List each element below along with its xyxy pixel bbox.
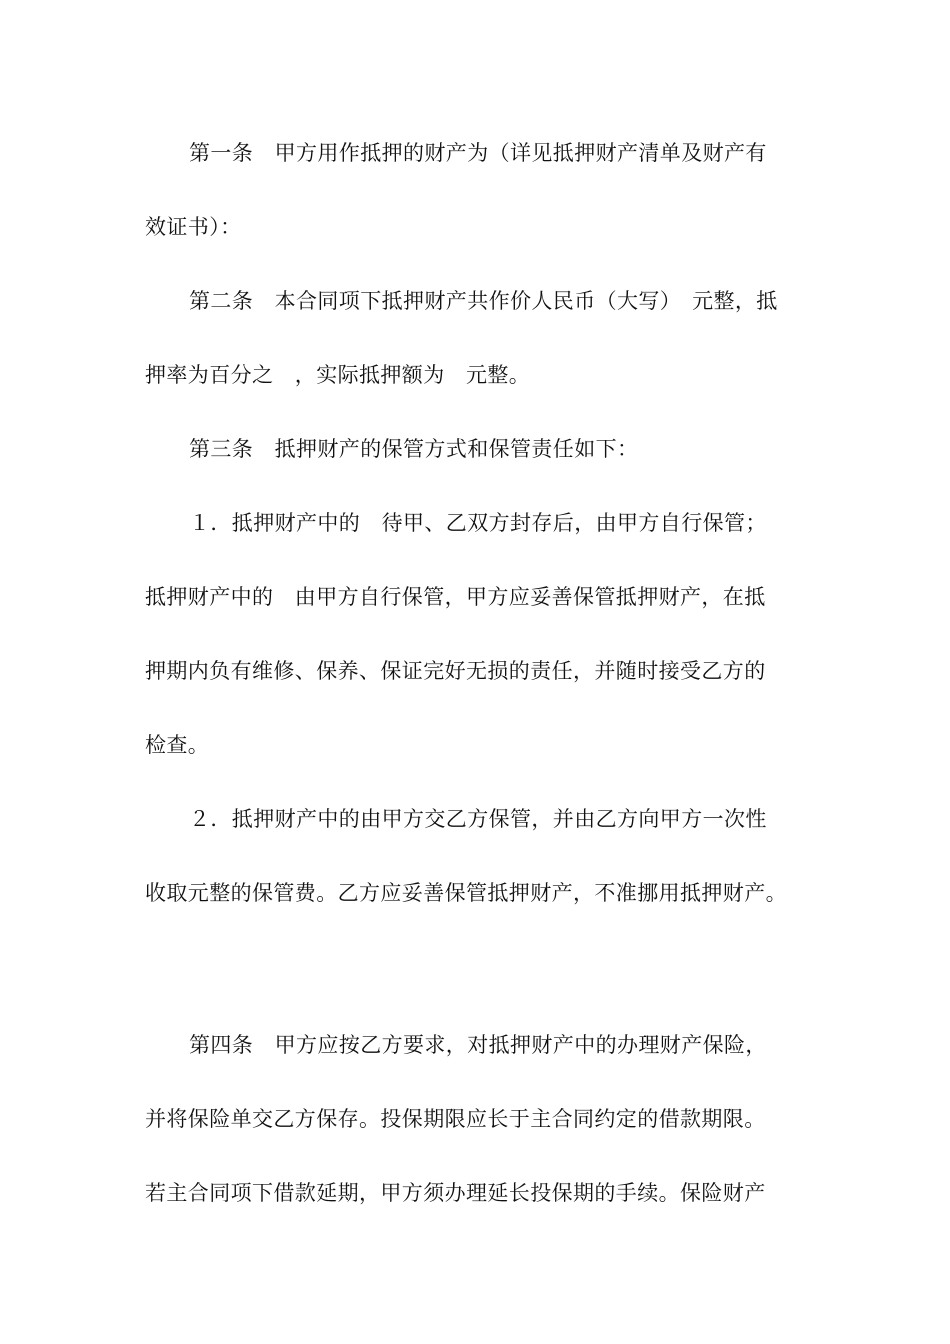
article-3-heading: 第三条 抵押财产的保管方式和保管责任如下： [189,437,639,461]
article-4-line-3: 若主合同项下借款延期，甲方须办理延长投保期的手续。保险财产 [145,1181,766,1205]
article-3-item-2-line-2: 收取元整的保管费。乙方应妥善保管抵押财产，不准挪用抵押财产。 [145,881,787,905]
article-3-item-1-line-1: １．抵押财产中的 待甲、乙双方封存后，由甲方自行保管； [189,511,767,535]
article-4-line-1: 第四条 甲方应按乙方要求，对抵押财产中的办理财产保险， [189,1033,767,1057]
article-2-line-2: 押率为百分之 ，实际抵押额为 元整。 [145,363,531,387]
article-1-line-1: 第一条 甲方用作抵押的财产为（详见抵押财产清单及财产有 [189,141,767,165]
article-2-line-1: 第二条 本合同项下抵押财产共作价人民币（大写） 元整，抵 [189,289,778,313]
article-4-line-2: 并将保险单交乙方保存。投保期限应长于主合同约定的借款期限。 [145,1107,766,1131]
article-3-item-1-line-2: 抵押财产中的 由甲方自行保管，甲方应妥善保管抵押财产，在抵 [145,585,766,609]
article-3-item-1-line-4: 检查。 [145,733,210,757]
article-1-line-2: 效证书）： [145,215,242,239]
article-3-item-2-line-1: ２．抵押财产中的由甲方交乙方保管，并由乙方向甲方一次性 [189,807,767,831]
article-3-item-1-line-3: 押期内负有维修、保养、保证完好无损的责任，并随时接受乙方的 [145,659,766,683]
